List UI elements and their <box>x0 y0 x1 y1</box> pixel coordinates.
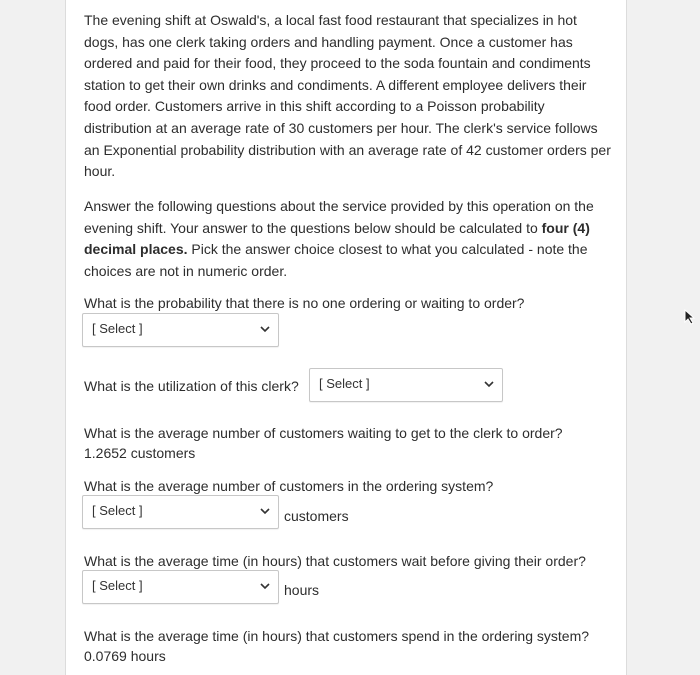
question-1-text: What is the probability that there is no one ordering or waiting to order? <box>84 295 525 311</box>
chevron-down-icon <box>260 582 270 590</box>
instructions-bold-text: four (4) decimal places. <box>84 219 590 258</box>
question-5-select[interactable] <box>82 570 279 604</box>
question-6-answer: 0.0769 hours <box>84 648 166 664</box>
chevron-down-icon <box>260 325 270 333</box>
question-2-text: What is the utilization of this clerk? <box>84 378 299 394</box>
question-5-select-value: [ Select ] <box>92 578 143 593</box>
question-3-text: What is the average number of customers waiting to get to the clerk to order? <box>84 425 563 441</box>
question-6-text: What is the average time (in hours) that customers spend in the ordering system? <box>84 628 590 644</box>
intro-paragraph: The evening shift at Oswald's, a local fast food restaurant that specializes in hot dogs, has one clerk taking orders and handling payment. Once a customer has ordered and paid for their food, they proceed to the soda fountain and condiments station to get their own drinks and condiments. A different employee delivers their food order. Customers arrive in this shift according to a Poisson probability distribution at an average rate of 30 customers per hour. The clerk's service follows an Exponential probability distribution with an average rate of 42 customer orders per hour. <box>84 12 611 180</box>
question-4-unit: customers <box>284 508 349 524</box>
question-5-unit: hours <box>284 582 320 598</box>
question-2-select-value: [ Select ] <box>319 376 370 391</box>
instructions-paragraph <box>84 196 614 282</box>
question-5-text: What is the average time (in hours) that customers wait before giving their order? <box>84 553 586 569</box>
chevron-down-icon <box>484 380 494 388</box>
question-4-select-value: [ Select ] <box>92 503 143 518</box>
question-3-answer: 1.2652 customers <box>84 445 196 461</box>
quiz-card <box>65 0 627 675</box>
chevron-down-icon <box>260 507 270 515</box>
question-2-select[interactable] <box>309 368 503 402</box>
question-4-select[interactable] <box>82 495 279 529</box>
question-1-select-value: [ Select ] <box>92 321 143 336</box>
mouse-pointer-icon <box>684 309 698 325</box>
question-1-select[interactable] <box>82 313 279 347</box>
instructions-text-before: Answer the following questions about the service provided by this operation on the evening shift. Your answer to the questions below should be calculated to <box>84 198 594 236</box>
question-4-text: What is the average number of customers in the ordering system? <box>84 478 494 494</box>
instructions-text-after: Pick the answer choice closest to what you calculated - note the choices are not in numeric order. <box>84 241 588 279</box>
